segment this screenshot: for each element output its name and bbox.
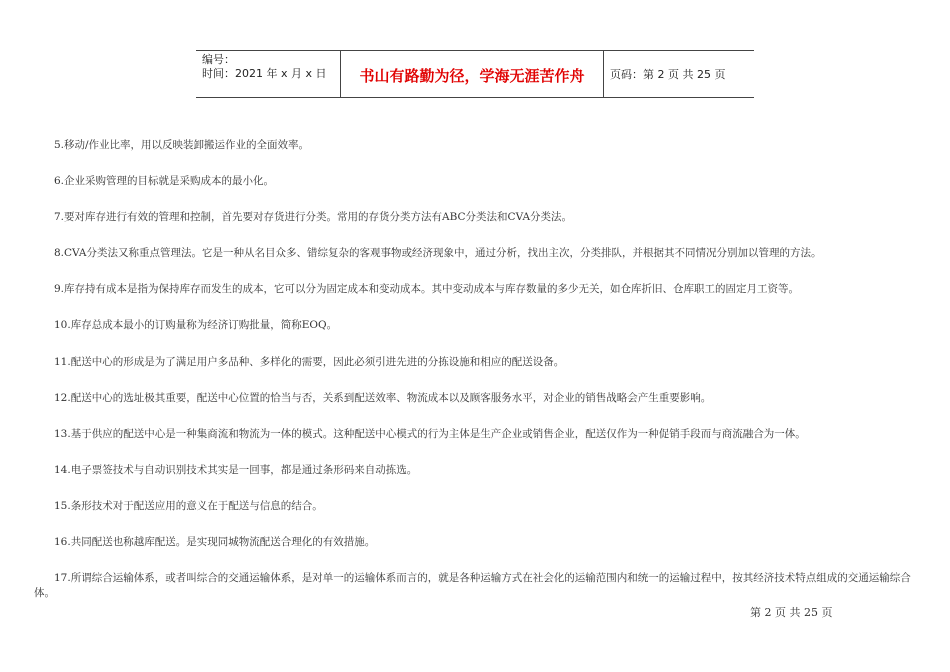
document-body <box>34 138 924 622</box>
paragraph: 12.配送中心的选址极其重要，配送中心位置的恰当与否，关系到配送效率、物流成本以及顾客服务水平，对企业的销售战略会产生重要影响。 <box>54 391 712 404</box>
number-label: 编号： <box>202 53 235 66</box>
paragraph: 11.配送中心的形成是为了满足用户多品种、多样化的需要，因此必须引进先进的分拣设施和相应的配送设备。 <box>54 355 565 368</box>
paragraph: 14.电子票签技术与自动识别技术其实是一回事，都是通过条形码来自动拣选。 <box>54 463 418 476</box>
page-footer: 第 2 页 共 25 页 <box>750 606 833 619</box>
paragraph: 10.库存总成本最小的订购量称为经济订购批量，简称EOQ。 <box>54 319 338 332</box>
paragraph: 13.基于供应的配送中心是一种集商流和物流为一体的模式。这种配送中心模式的行为主体是生产企业或销售企业，配送仅作为一种促销手段而与商流融合为一体。 <box>54 427 806 440</box>
paragraph: 7.要对库存进行有效的管理和控制，首先要对存货进行分类。常用的存货分类方法有ABC分类法和CVA分类法。 <box>54 211 573 224</box>
time-label: 时间：2021 年 x 月 x 日 <box>202 67 327 80</box>
header-table <box>196 50 754 98</box>
paragraph: 6.企业采购管理的目标就是采购成本的最小化。 <box>54 175 275 188</box>
paragraph: 5.移动/作业比率，用以反映装卸搬运作业的全面效率。 <box>54 139 310 151</box>
slogan: 书山有路勤为径，学海无涯苦作舟 <box>340 51 604 97</box>
paragraph: 9.库存持有成本是指为保持库存而发生的成本，它可以分为固定成本和变动成本。其中变动成本与库存数量的多少无关，如仓库折旧、仓库职工的固定月工资等。 <box>54 283 800 296</box>
paragraph: 17.所谓综合运输体系，或者叫综合的交通运输体系，是对单一的运输体系而言的，就是各种运输方式在社会化的运输范围内和统一的运输过程中，按其经济技术特点组成的交通运输综合体。 <box>34 572 911 599</box>
page-label: 页码：第 2 页 共 25 页 <box>610 68 726 81</box>
header-left-cell <box>196 51 340 97</box>
paragraph: 16.共同配送也称越库配送。是实现同城物流配送合理化的有效措施。 <box>54 536 376 549</box>
paragraph: 8.CVA分类法又称重点管理法。它是一种从名目众多、错综复杂的客观事物或经济现象中，通过分析，找出主次，分类排队，并根据其不同情况分别加以管理的方法。 <box>54 247 822 260</box>
paragraph: 15.条形技术对于配送应用的意义在于配送与信息的结合。 <box>54 499 323 512</box>
